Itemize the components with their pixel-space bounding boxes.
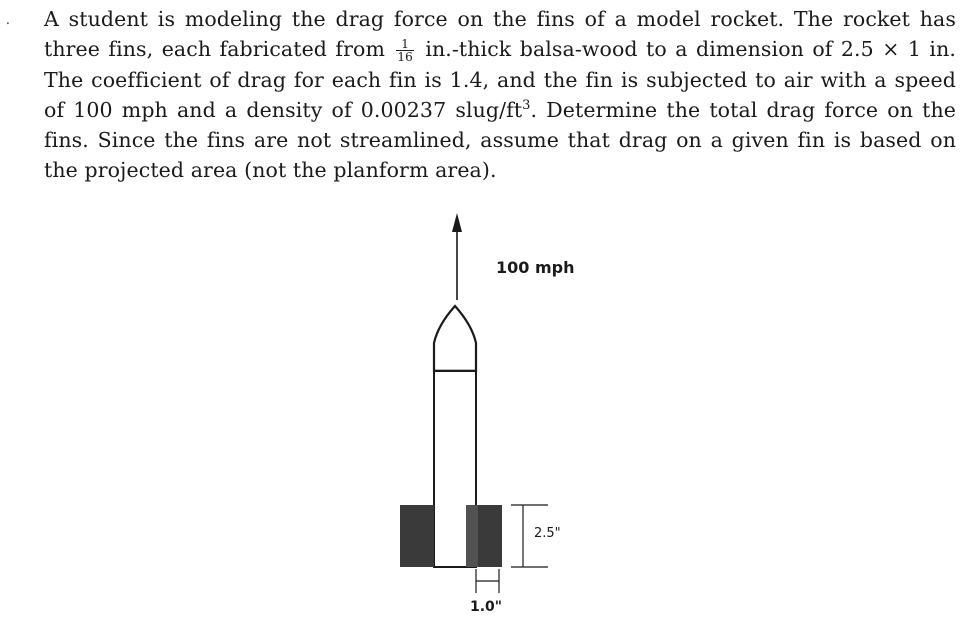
airflow-arrow-head [452,213,462,232]
problem-text-part-1: A student is modeling the drag force on the fins of a model rocket. The rocket has three fins, each fabricated from [44,7,956,62]
problem-marker: ⸱ [6,16,10,32]
rocket-nose-cone [434,306,476,371]
left-fin [400,505,434,567]
fin-height-label: 2.5" [534,526,561,541]
fraction-numerator: 1 [396,38,413,51]
speed-label: 100 mph [496,258,575,277]
density-exponent: 3 [522,98,531,114]
fin-width-label: 1.0" [470,599,503,615]
problem-text-part-3: . Determine the total drag force on the fins. Since the fins are not streamlined, assume that drag on a given fin is based on the projected area (not the planform area). [44,97,956,183]
problem-text-part-2: in.-thick balsa-wood to a dimension of 2.5 × 1 in. The coefficient of drag for each fin is 1.4, and the fin is subjected to air with a speed of 100 mph and a density of 0.00237 slug/ft [44,37,956,122]
center-fin-highlight [466,505,478,567]
fraction-denominator: 16 [397,50,413,65]
